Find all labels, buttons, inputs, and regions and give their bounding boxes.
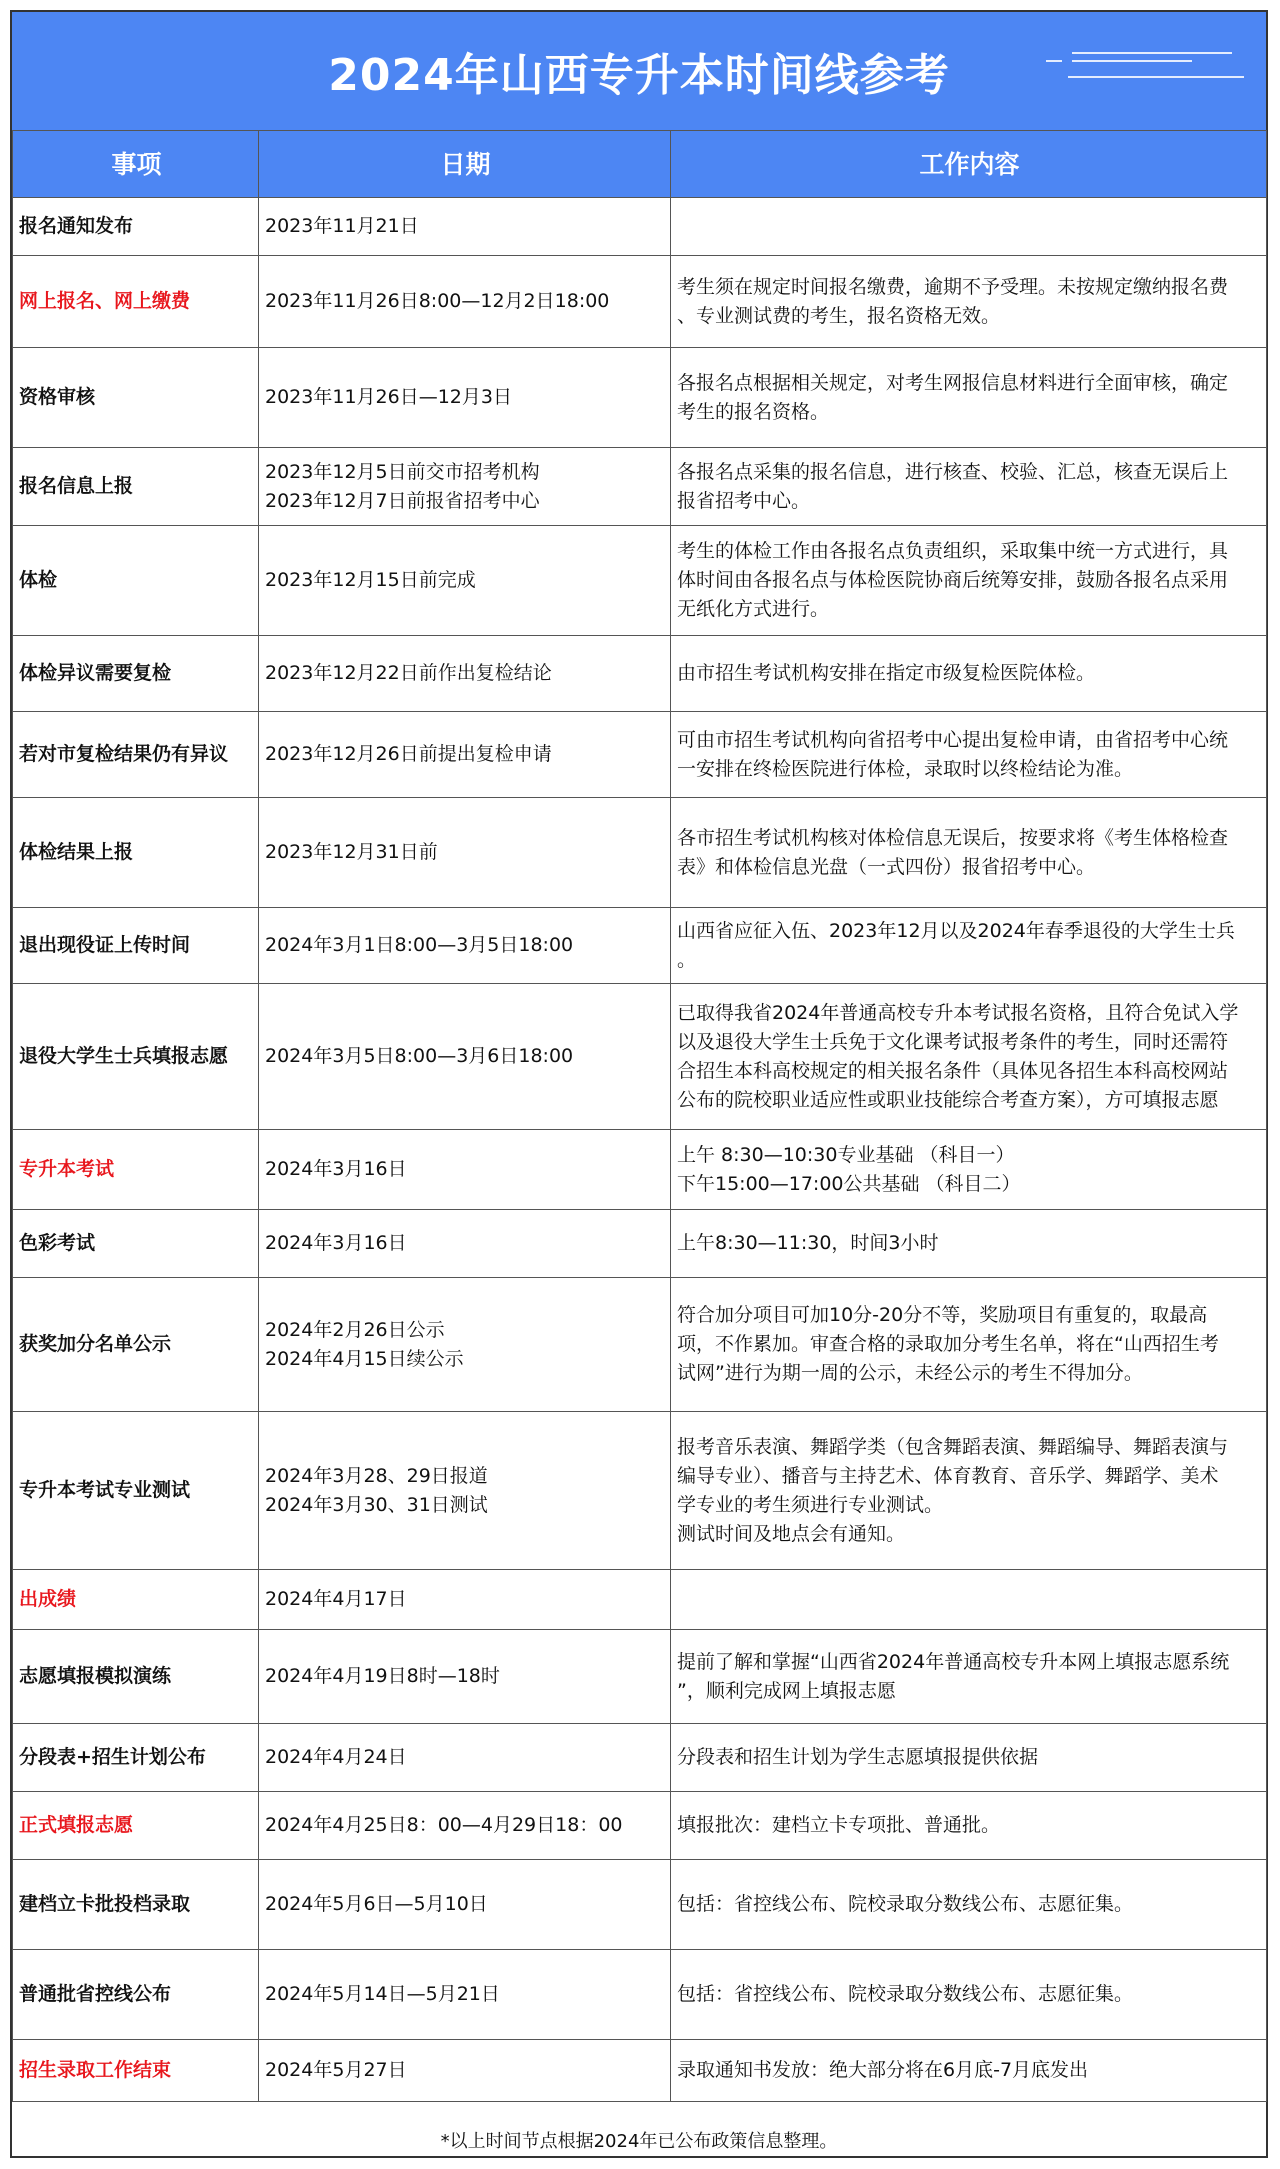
row-content-line: 项，不作累加。审查合格的录取加分考生名单，将在“山西招生考 bbox=[677, 1333, 1219, 1355]
row-content-line: 考生的体检工作由各报名点负责组织，采取集中统一方式进行，具 bbox=[677, 540, 1229, 562]
row-item: 若对市复检结果仍有异议 bbox=[13, 712, 259, 798]
row-content-line: 符合加分项目可加10分-20分不等，奖励项目有重复的，取最高 bbox=[677, 1304, 1208, 1326]
row-date-line: 2024年4月19日8时—18时 bbox=[265, 1665, 500, 1687]
row-date bbox=[259, 1724, 671, 1792]
row-item: 建档立卡批投档录取 bbox=[13, 1860, 259, 1950]
row-content bbox=[671, 1950, 1267, 2040]
row-content-line: 公布的院校职业适应性或职业技能综合考查方案），方可填报志愿 bbox=[677, 1088, 1219, 1111]
row-date-line: 2024年3月16日 bbox=[265, 1158, 407, 1180]
row-item: 专升本考试 bbox=[13, 1130, 259, 1210]
row-date-line: 2024年5月27日 bbox=[265, 2059, 407, 2081]
row-item: 资格审核 bbox=[13, 348, 259, 448]
row-date-line: 2024年4月24日 bbox=[265, 1746, 407, 1768]
page-title: 2024年山西专升本时间线参考 bbox=[328, 50, 950, 101]
row-content-line: 报省招考中心。 bbox=[677, 489, 811, 512]
row-date-line: 2023年11月26日8:00—12月2日18:00 bbox=[265, 290, 610, 312]
row-content-line: 。 bbox=[677, 948, 697, 971]
row-item: 退役大学生士兵填报志愿 bbox=[13, 984, 259, 1130]
row-content-line: 试网”进行为期一周的公示，未经公示的考生不得加分。 bbox=[677, 1362, 1143, 1384]
row-content-line: 编导专业）、播音与主持艺术、体育教育、音乐学、舞蹈学、美术 bbox=[677, 1464, 1219, 1487]
table-row bbox=[13, 1570, 1267, 1630]
row-date bbox=[259, 448, 671, 526]
row-content-line: 上午 8:30—10:30专业基础 （科目一） bbox=[677, 1143, 1015, 1166]
table-row bbox=[13, 526, 1267, 636]
row-item: 普通批省控线公布 bbox=[13, 1950, 259, 2040]
row-content bbox=[671, 1570, 1267, 1630]
footnote: *以上时间节点根据2024年已公布政策信息整理。 bbox=[440, 2131, 838, 2152]
row-item: 专升本考试专业测试 bbox=[13, 1412, 259, 1570]
table-row bbox=[13, 1278, 1267, 1412]
row-date bbox=[259, 1210, 671, 1278]
row-date-line: 2024年5月14日—5月21日 bbox=[265, 1983, 500, 2005]
row-item: 体检结果上报 bbox=[13, 798, 259, 908]
row-content-line: 分段表和招生计划为学生志愿填报提供依据 bbox=[677, 1746, 1039, 1768]
row-date bbox=[259, 1570, 671, 1630]
row-content bbox=[671, 1724, 1267, 1792]
watermark-scribble bbox=[1046, 46, 1246, 90]
row-date bbox=[259, 798, 671, 908]
table-row bbox=[13, 198, 1267, 256]
table-row bbox=[13, 1412, 1267, 1570]
row-content-line: 学专业的考生须进行专业测试。 bbox=[677, 1493, 944, 1516]
row-date-line: 2023年11月21日 bbox=[265, 215, 419, 237]
row-content-line: 提前了解和掌握“山西省2024年普通高校专升本网上填报志愿系统 bbox=[677, 1650, 1230, 1673]
row-date bbox=[259, 2040, 671, 2102]
row-item: 志愿填报模拟演练 bbox=[13, 1630, 259, 1724]
row-date bbox=[259, 908, 671, 984]
row-content-line: 、专业测试费的考生，报名资格无效。 bbox=[677, 304, 1001, 327]
row-item: 体检异议需要复检 bbox=[13, 636, 259, 712]
row-content-line: 考生须在规定时间报名缴费，逾期不予受理。未按规定缴纳报名费 bbox=[677, 275, 1229, 298]
table-row bbox=[13, 1950, 1267, 2040]
table-row bbox=[13, 636, 1267, 712]
row-content bbox=[671, 636, 1267, 712]
row-content-line: 已取得我省2024年普通高校专升本考试报名资格，且符合免试入学 bbox=[677, 1001, 1239, 1024]
row-content bbox=[671, 712, 1267, 798]
row-content-line: 无纸化方式进行。 bbox=[677, 598, 830, 620]
row-content-line: 报考音乐表演、舞蹈学类（包含舞蹈表演、舞蹈编导、舞蹈表演与 bbox=[677, 1435, 1229, 1458]
row-date bbox=[259, 256, 671, 348]
row-date-line: 2024年3月28、29日报道 bbox=[265, 1464, 488, 1487]
table-row bbox=[13, 712, 1267, 798]
table-row bbox=[13, 908, 1267, 984]
row-date bbox=[259, 1630, 671, 1724]
row-content bbox=[671, 448, 1267, 526]
table-row bbox=[13, 1724, 1267, 1792]
row-content bbox=[671, 798, 1267, 908]
row-item: 获奖加分名单公示 bbox=[13, 1278, 259, 1412]
row-content-line: 下午15:00—17:00公共基础 （科目二） bbox=[677, 1172, 1021, 1195]
row-content-line: 各报名点采集的报名信息，进行核查、校验、汇总，核查无误后上 bbox=[677, 460, 1229, 483]
table-row bbox=[13, 1630, 1267, 1724]
row-content-line: 表》和体检信息光盘（一式四份）报省招考中心。 bbox=[677, 855, 1096, 878]
row-item: 出成绩 bbox=[13, 1570, 259, 1630]
row-content-line: 录取通知书发放：绝大部分将在6月底-7月底发出 bbox=[677, 2059, 1089, 2081]
row-item: 报名通知发布 bbox=[13, 198, 259, 256]
table-row bbox=[13, 984, 1267, 1130]
row-date-line: 2024年5月6日—5月10日 bbox=[265, 1893, 488, 1915]
table-row bbox=[13, 798, 1267, 908]
timeline-sheet bbox=[10, 10, 1268, 2158]
row-content-line: 一安排在终检医院进行体检，录取时以终检结论为准。 bbox=[677, 757, 1134, 780]
header-item: 事项 bbox=[13, 131, 259, 198]
row-content bbox=[671, 1278, 1267, 1412]
table-row bbox=[13, 1860, 1267, 1950]
row-content bbox=[671, 2040, 1267, 2102]
row-date bbox=[259, 348, 671, 448]
row-content-line: 可由市招生考试机构向省招考中心提出复检申请，由省招考中心统 bbox=[677, 728, 1229, 751]
row-content-line: 上午8:30—11:30，时间3小时 bbox=[677, 1232, 939, 1254]
header-date: 日期 bbox=[259, 131, 671, 198]
row-date-line: 2024年3月5日8:00—3月6日18:00 bbox=[265, 1045, 574, 1067]
row-content-line: 由市招生考试机构安排在指定市级复检医院体检。 bbox=[677, 662, 1096, 684]
row-content bbox=[671, 198, 1267, 256]
row-content-line: 各市招生考试机构核对体检信息无误后，按要求将《考生体格检查 bbox=[677, 826, 1229, 849]
row-date bbox=[259, 636, 671, 712]
row-content bbox=[671, 1130, 1267, 1210]
row-date-line: 2024年3月16日 bbox=[265, 1232, 407, 1254]
row-item: 体检 bbox=[13, 526, 259, 636]
header-content: 工作内容 bbox=[671, 131, 1267, 198]
row-content-line: 体时间由各报名点与体检医院协商后统筹安排，鼓励各报名点采用 bbox=[677, 569, 1229, 591]
row-date bbox=[259, 1278, 671, 1412]
row-date-line: 2023年12月5日前交市招考机构 bbox=[265, 460, 540, 483]
row-date bbox=[259, 1860, 671, 1950]
table-row bbox=[13, 448, 1267, 526]
row-content-line: ”，顺利完成网上填报志愿 bbox=[677, 1679, 896, 1702]
row-date-line: 2024年3月1日8:00—3月5日18:00 bbox=[265, 934, 574, 956]
row-date-line: 2023年12月15日前完成 bbox=[265, 569, 476, 591]
row-content bbox=[671, 1412, 1267, 1570]
row-date-line: 2024年4月17日 bbox=[265, 1588, 407, 1610]
row-content bbox=[671, 984, 1267, 1130]
row-item: 色彩考试 bbox=[13, 1210, 259, 1278]
row-content bbox=[671, 1792, 1267, 1860]
row-content-line: 山西省应征入伍、2023年12月以及2024年春季退役的大学生士兵 bbox=[677, 919, 1235, 942]
row-date-line: 2023年12月26日前提出复检申请 bbox=[265, 743, 552, 765]
row-date-line: 2023年12月22日前作出复检结论 bbox=[265, 662, 552, 684]
row-date-line: 2024年2月26日公示 bbox=[265, 1318, 445, 1341]
row-item: 网上报名、网上缴费 bbox=[13, 256, 259, 348]
row-content bbox=[671, 1630, 1267, 1724]
row-date bbox=[259, 1130, 671, 1210]
row-content-line: 各报名点根据相关规定，对考生网报信息材料进行全面审核，确定 bbox=[677, 371, 1229, 394]
table-row bbox=[13, 1792, 1267, 1860]
table-body bbox=[13, 198, 1267, 2102]
row-date-line: 2023年12月31日前 bbox=[265, 841, 438, 863]
timeline-table bbox=[12, 130, 1267, 2102]
row-date-line: 2024年3月30、31日测试 bbox=[265, 1493, 488, 1516]
row-date-line: 2024年4月15日续公示 bbox=[265, 1347, 464, 1370]
row-date bbox=[259, 198, 671, 256]
title-bar bbox=[12, 12, 1266, 130]
row-content bbox=[671, 1210, 1267, 1278]
row-content-line: 包括：省控线公布、院校录取分数线公布、志愿征集。 bbox=[677, 1893, 1134, 1915]
row-item: 报名信息上报 bbox=[13, 448, 259, 526]
row-content bbox=[671, 1860, 1267, 1950]
row-content bbox=[671, 256, 1267, 348]
row-date-line: 2023年12月7日前报省招考中心 bbox=[265, 489, 540, 512]
table-row bbox=[13, 2040, 1267, 2102]
row-date bbox=[259, 1792, 671, 1860]
row-date bbox=[259, 1950, 671, 2040]
row-item: 分段表+招生计划公布 bbox=[13, 1724, 259, 1792]
row-date bbox=[259, 712, 671, 798]
table-row bbox=[13, 348, 1267, 448]
row-content-line: 考生的报名资格。 bbox=[677, 400, 830, 423]
row-content-line: 包括：省控线公布、院校录取分数线公布、志愿征集。 bbox=[677, 1983, 1134, 2005]
row-date bbox=[259, 1412, 671, 1570]
row-content bbox=[671, 348, 1267, 448]
row-content-line: 合招生本科高校规定的相关报名条件（具体见各招生本科高校网站 bbox=[677, 1059, 1229, 1082]
table-row bbox=[13, 1210, 1267, 1278]
row-content-line: 测试时间及地点会有通知。 bbox=[677, 1522, 906, 1545]
table-header-row bbox=[13, 131, 1267, 198]
row-date bbox=[259, 526, 671, 636]
row-content bbox=[671, 526, 1267, 636]
table-row bbox=[13, 1130, 1267, 1210]
row-content-line: 填报批次：建档立卡专项批、普通批。 bbox=[677, 1814, 1001, 1836]
row-item: 退出现役证上传时间 bbox=[13, 908, 259, 984]
row-date-line: 2023年11月26日—12月3日 bbox=[265, 386, 512, 408]
row-content bbox=[671, 908, 1267, 984]
row-content-line: 以及退役大学生士兵免于文化课考试报考条件的考生，同时还需符 bbox=[677, 1030, 1229, 1053]
row-item: 招生录取工作结束 bbox=[13, 2040, 259, 2102]
row-date-line: 2024年4月25日8：00—4月29日18：00 bbox=[265, 1814, 623, 1836]
table-row bbox=[13, 256, 1267, 348]
row-date bbox=[259, 984, 671, 1130]
row-item: 正式填报志愿 bbox=[13, 1792, 259, 1860]
